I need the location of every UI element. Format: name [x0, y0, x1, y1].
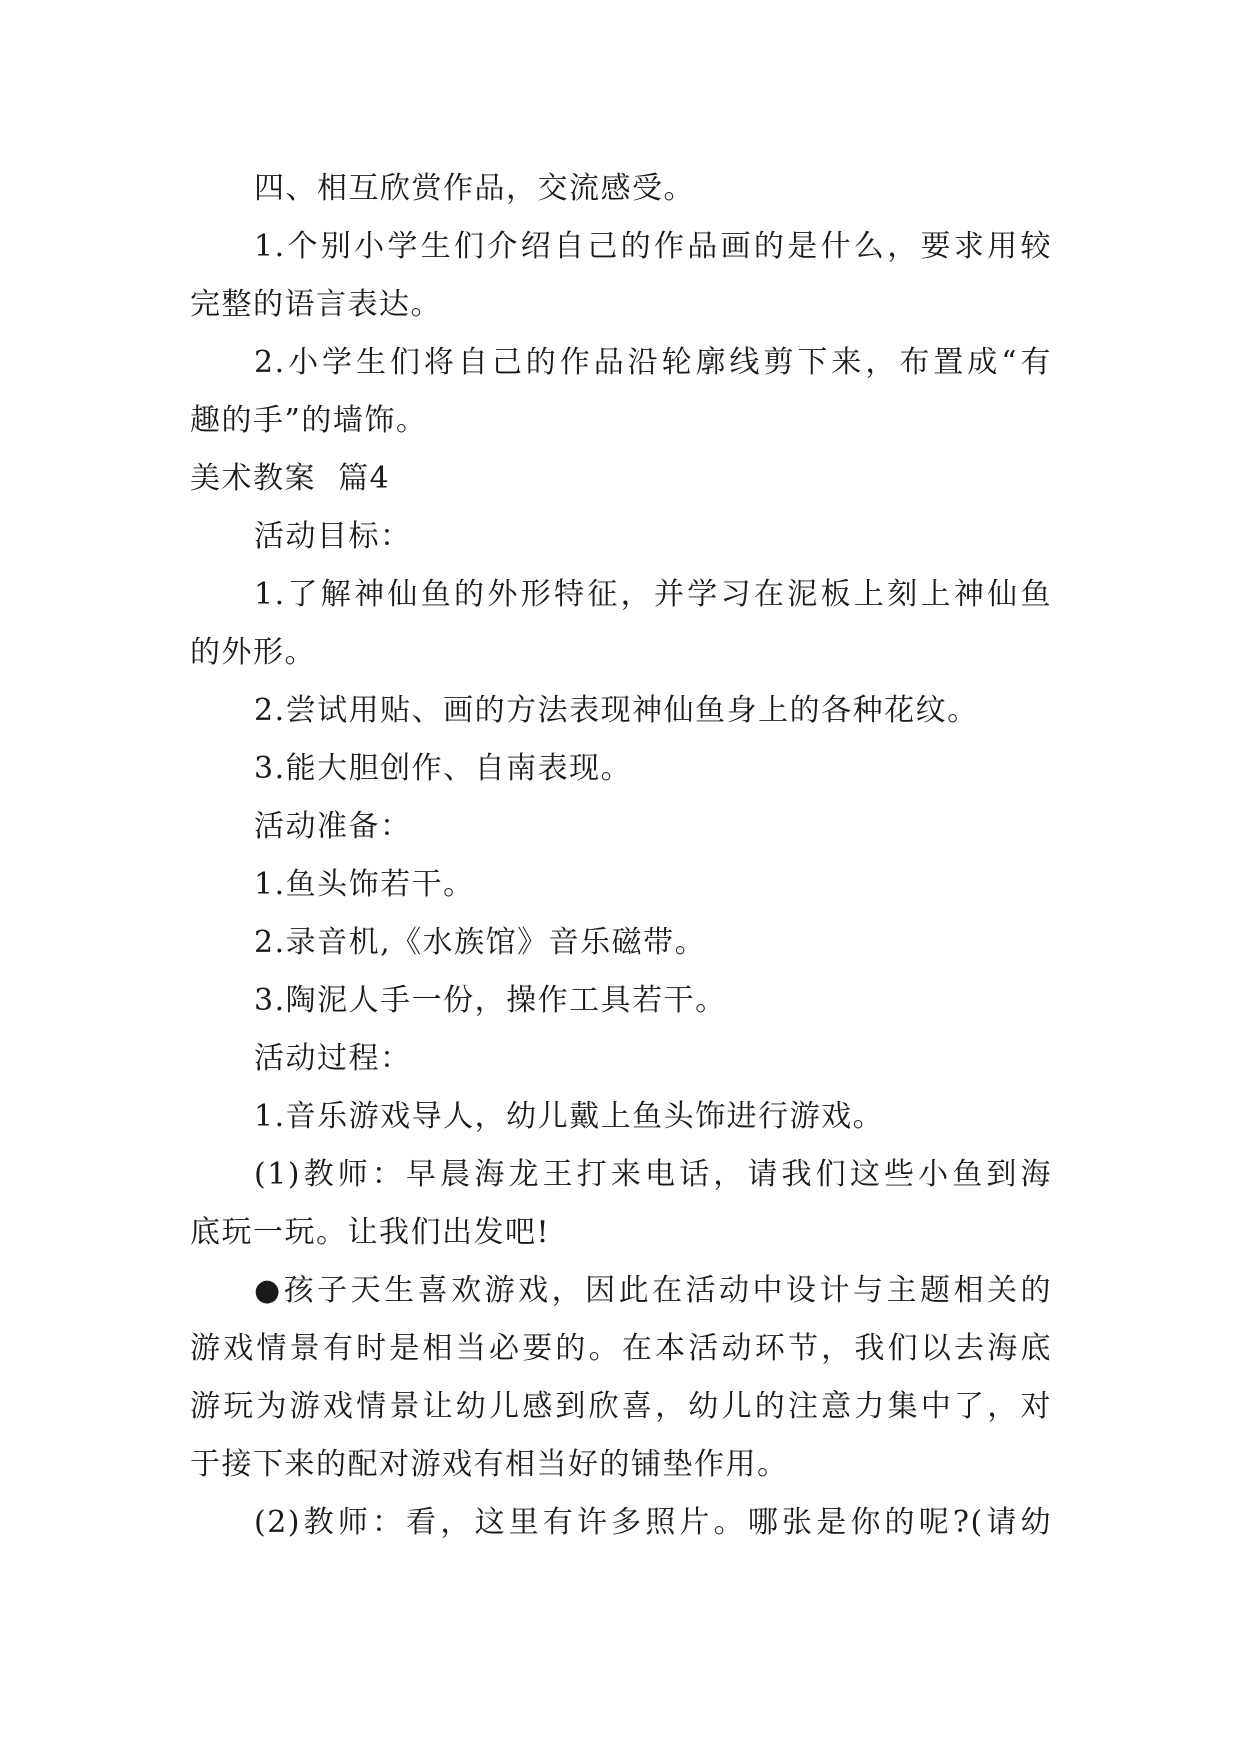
text-line: 趣的手”的墙饰。	[190, 403, 428, 438]
text-line: 美术教案 篇4	[190, 461, 391, 496]
paragraph-item-2-cut-out-work	[190, 334, 1052, 450]
paragraph-preparation-2	[190, 914, 1052, 972]
paragraph-process-1-1	[190, 1146, 1052, 1262]
text-line: 游戏情景有时是相当必要的。在本活动环节，我们以去海底	[190, 1331, 1052, 1366]
paragraph-goal-2	[190, 682, 1052, 740]
paragraph-preparation-1	[190, 856, 1052, 914]
paragraph-preparation-3	[190, 972, 1052, 1030]
paragraph-activity-preparation-heading	[190, 798, 1052, 856]
text-line: 的外形。	[190, 635, 316, 670]
text-line: ●孩子天生喜欢游戏，因此在活动中设计与主题相关的	[254, 1273, 1052, 1308]
text-line: 游玩为游戏情景让幼儿感到欣喜，幼儿的注意力集中了，对	[190, 1389, 1052, 1424]
text-line: 1.个别小学生们介绍自己的作品画的是什么，要求用较	[254, 229, 1052, 264]
text-line: (2)教师：看，这里有许多照片。哪张是你的呢?(请幼	[254, 1505, 1052, 1540]
text-line: 活动目标：	[254, 519, 412, 554]
text-line: 1.鱼头饰若干。	[254, 867, 475, 902]
text-line: (1)教师：早晨海龙王打来电话，请我们这些小鱼到海	[254, 1157, 1052, 1192]
text-line: 1.了解神仙鱼的外形特征，并学习在泥板上刻上神仙鱼	[254, 577, 1052, 612]
paragraph-activity-process-heading	[190, 1030, 1052, 1088]
document-body	[190, 160, 1052, 1552]
text-line: 四、相互欣赏作品，交流感受。	[254, 171, 695, 206]
text-line: 1.音乐游戏导人，幼儿戴上鱼头饰进行游戏。	[254, 1099, 885, 1134]
text-line: 活动过程：	[254, 1041, 412, 1076]
text-line: 2.小学生们将自己的作品沿轮廓线剪下来，布置成“有	[254, 345, 1052, 380]
text-line: 于接下来的配对游戏有相当好的铺垫作用。	[190, 1447, 789, 1482]
paragraph-goal-3	[190, 740, 1052, 798]
paragraph-goal-1	[190, 566, 1052, 682]
paragraph-activity-goals-heading	[190, 508, 1052, 566]
text-line: 3.陶泥人手一份，操作工具若干。	[254, 983, 727, 1018]
text-line: 2.尝试用贴、画的方法表现神仙鱼身上的各种花纹。	[254, 693, 979, 728]
text-line: 3.能大胆创作、自南表现。	[254, 751, 633, 786]
text-line: 2.录音机,《水族馆》音乐磁带。	[254, 925, 707, 960]
paragraph-commentary-bullet	[190, 1262, 1052, 1494]
paragraph-item-1-introduce-work	[190, 218, 1052, 334]
paragraph-section-four-heading	[190, 160, 1052, 218]
paragraph-process-1	[190, 1088, 1052, 1146]
text-line: 完整的语言表达。	[190, 287, 442, 322]
text-line: 底玩一玩。让我们出发吧!	[190, 1215, 551, 1250]
section-title-lesson-plan-4	[190, 450, 1052, 508]
text-line: 活动准备：	[254, 809, 412, 844]
paragraph-process-1-2	[190, 1494, 1052, 1552]
